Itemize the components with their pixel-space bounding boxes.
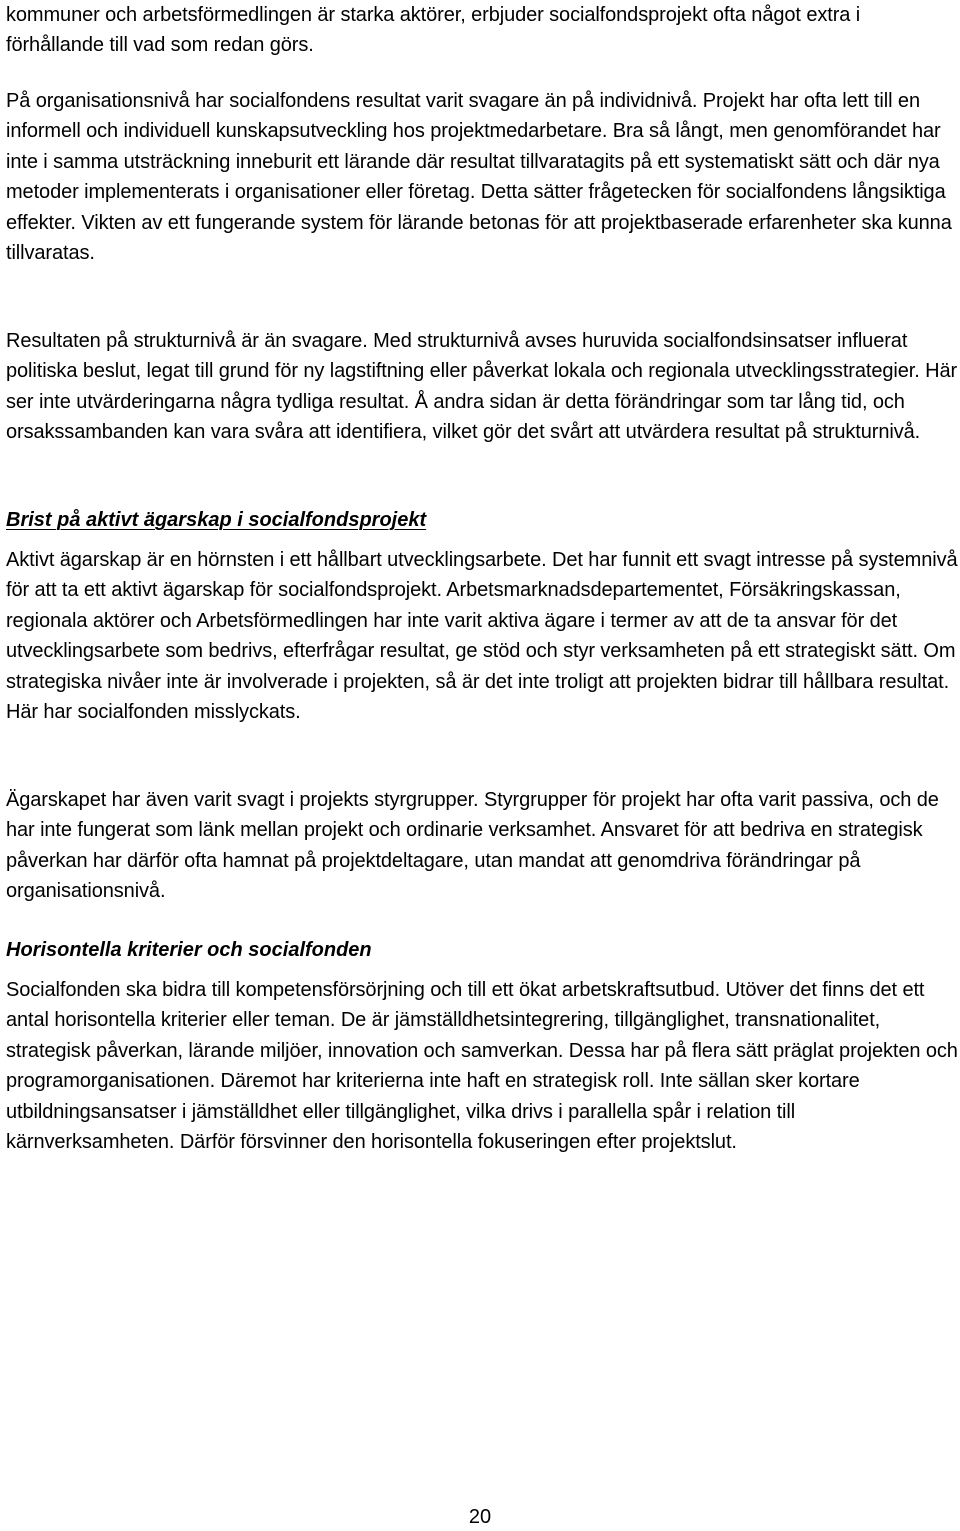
paragraph-intro-continuation xyxy=(6,0,958,61)
section-heading-ownership xyxy=(6,505,958,535)
paragraph-text: Resultaten på strukturnivå är än svagare. Med strukturnivå avses huruvida socialfondsinsatser influerat politiska beslut, legat till grund för ny lagstiftning eller påverkat lokala och regionala utvecklingsstrategier. Här ser inte utvärderingarna några tydliga resultat. Å andra sidan är detta förändringar som tar lång tid, och orsakssambanden kan vara svåra att identifiera, vilket gör det svårt att utvärdera resultat på strukturnivå. xyxy=(6,330,958,444)
paragraph-steering-groups xyxy=(6,785,958,907)
heading-text: Horisontella kriterier och socialfonden xyxy=(6,939,372,961)
paragraph-organisation-level xyxy=(6,86,958,268)
heading-text: Brist på aktivt ägarskap i socialfondsprojekt xyxy=(6,509,427,531)
paragraph-text: På organisationsnivå har socialfondens resultat varit svagare än på individnivå. Projekt har ofta lett till en informell och individuell kunskapsutveckling hos projektmedarbetare. Bra så långt, men genomförandet har inte i samma utsträckning inneburit ett lärande där resultat tillvaratagits på ett systematiskt sätt och där nya metoder implementerats i organisationer eller företag. Detta sätter frågetecken för socialfondens långsiktiga effekter. Vikten av ett fungerande system för lärande betonas för att projektbaserade erfarenheter ska kunna tillvaratas. xyxy=(6,90,952,265)
paragraph-active-ownership xyxy=(6,545,958,727)
paragraph-text: Ägarskapet har även varit svagt i projekts styrgrupper. Styrgrupper för projekt har ofta varit passiva, och de har inte fungerat som länk mellan projekt och ordinarie verksamhet. Ansvaret för att bedriva en strategisk påverkan har därför ofta hamnat på projektdeltagare, utan mandat att genomdriva förändringar på organisationsnivå. xyxy=(6,789,939,903)
paragraph-structure-level xyxy=(6,326,958,448)
paragraph-text: kommuner och arbetsförmedlingen är starka aktörer, erbjuder socialfondsprojekt ofta något extra i förhållande till vad som redan görs. xyxy=(6,4,861,57)
page-number: 20 xyxy=(468,1506,492,1528)
paragraph-horizontal-criteria xyxy=(6,975,958,1157)
paragraph-text: Socialfonden ska bidra till kompetensförsörjning och till ett ökat arbetskraftsutbud. Utöver det finns det ett antal horisontella kriterier eller teman. De är jämställdhetsintegrering, tillgänglighet, transnationalitet, strategisk påverkan, lärande miljöer, innovation och samverkan. Dessa har på flera sätt präglat projekten och programorganisationen. Däremot har kriterierna inte haft en strategisk roll. Inte sällan sker kortare utbildningsansatser i jämställdhet eller tillgänglighet, vilka drivs i parallella spår i relation till kärnverksamheten. Därför försvinner den horisontella fokuseringen efter projektslut. xyxy=(6,979,958,1154)
section-heading-horizontal-criteria xyxy=(6,935,958,965)
paragraph-text: Aktivt ägarskap är en hörnsten i ett hållbart utvecklingsarbete. Det har funnit ett svagt intresse på systemnivå för att ta ett aktivt ägarskap för socialfondsprojekt. Arbetsmarknadsdepartementet, Försäkringskassan, regionala aktörer och Arbetsförmedlingen har inte varit aktiva ägare i termer av att de ta ansvar för det utvecklingsarbete som bedrivs, efterfrågar resultat, ge stöd och styr verksamheten på ett strategiskt sätt. Om strategiska nivåer inte är involverade i projekten, så är det inte troligt att projekten bidrar till hållbara resultat. Här har socialfonden misslyckats. xyxy=(6,549,958,724)
